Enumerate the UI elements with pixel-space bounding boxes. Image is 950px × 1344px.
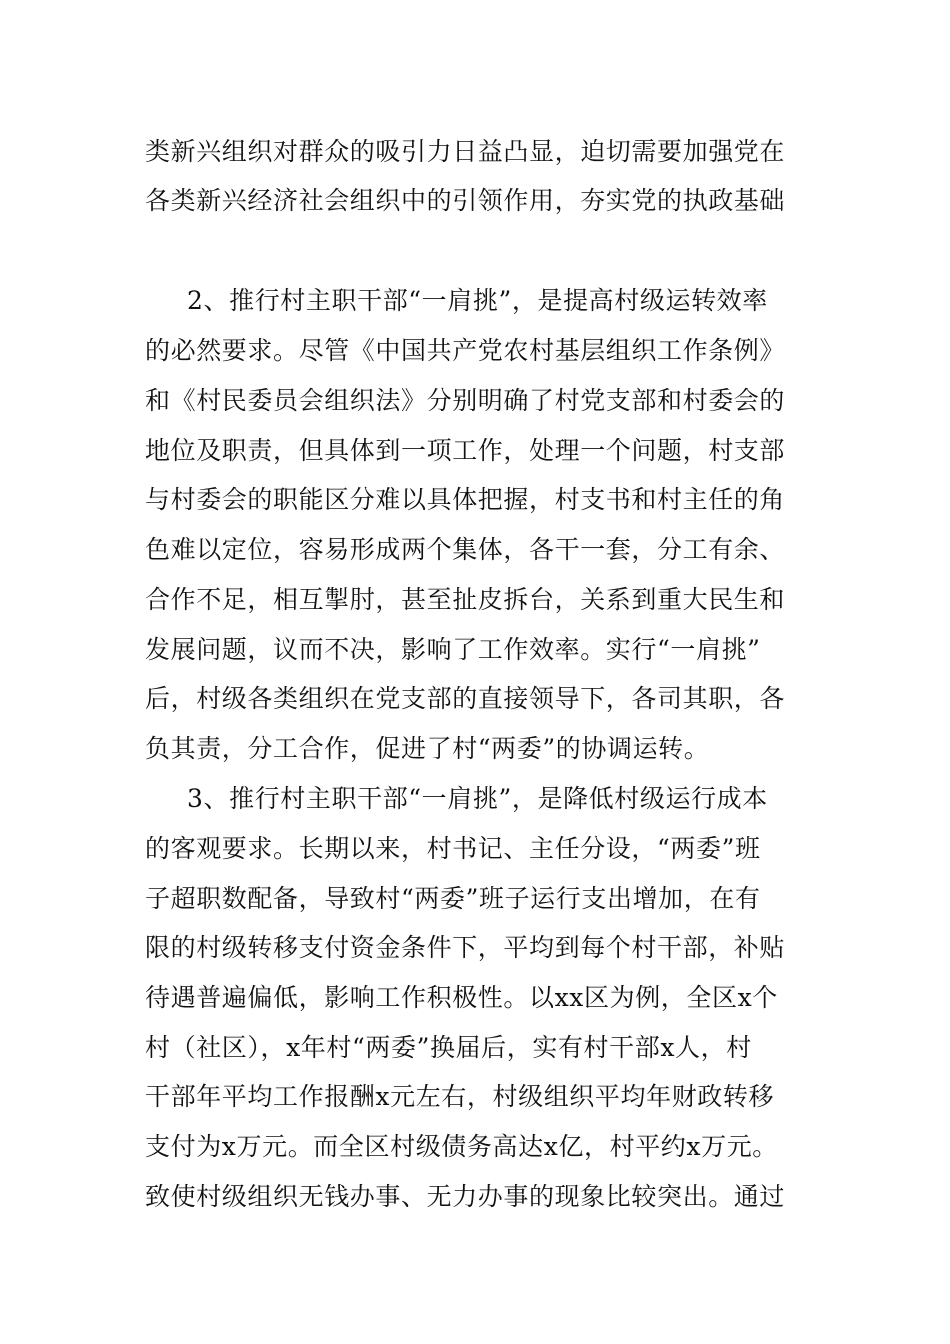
- paragraph-3-line-9: 致使村级组织无钱办事、无力办事的现象比较突出。通过: [145, 1182, 786, 1211]
- paragraph-2-line-7: 合作不足，相互掣肘，甚至扯皮拆台，关系到重大民生和: [145, 585, 786, 614]
- paragraph-2-line-4: 地位及职责，但具体到一项工作，处理一个问题，村支部: [145, 436, 786, 465]
- paragraph-3-line-1: 3、推行村主职干部“一肩挑”，是降低村级运行成本: [187, 784, 768, 813]
- paragraph-3-line-8: 支付为x万元。而全区村级债务高达x亿，村平约x万元。: [145, 1132, 778, 1161]
- paragraph-2-line-1: 2、推行村主职干部“一肩挑”，是提高村级运转效率: [187, 286, 768, 315]
- paragraph-3-line-7: 干部年平均工作报酬x元左右，村级组织平均年财政转移: [145, 1082, 775, 1111]
- paragraph-2-line-2: 的必然要求。尽管《中国共产党农村基层组织工作条例》: [145, 336, 786, 365]
- paragraph-2-line-5: 与村委会的职能区分难以具体把握，村支书和村主任的角: [145, 485, 786, 514]
- paragraph-2-line-9: 后，村级各类组织在党支部的直接领导下，各司其职，各: [145, 684, 786, 713]
- paragraph-2-line-3: 和《村民委员会组织法》分别明确了村党支部和村委会的: [145, 386, 786, 415]
- paragraph-3-line-2: 的客观要求。长期以来，村书记、主任分设，“两委”班: [145, 834, 761, 863]
- paragraph-2-line-8: 发展问题，议而不决，影响了工作效率。实行“一肩挑”: [145, 635, 761, 664]
- paragraph-2-line-6: 色难以定位，容易形成两个集体，各干一套，分工有余、: [145, 535, 786, 564]
- paragraph-1-line-1: 类新兴组织对群众的吸引力日益凸显，迫切需要加强党在: [145, 137, 786, 166]
- paragraph-2-line-10: 负其责，分工合作，促进了村“两委”的协调运转。: [145, 734, 710, 763]
- paragraph-1-line-2: 各类新兴经济社会组织中的引领作用，夯实党的执政基础: [145, 186, 786, 215]
- paragraph-3-line-4: 限的村级转移支付资金条件下，平均到每个村干部，补贴: [145, 933, 786, 962]
- paragraph-3-line-3: 子超职数配备，导致村“两委”班子运行支出增加，在有: [145, 884, 761, 913]
- paragraph-3-line-5: 待遇普遍偏低，影响工作积极性。以xx区为例，全区x个: [145, 983, 778, 1012]
- paragraph-3-line-6: 村（社区），x年村“两委”换届后，实有村干部x人，村: [145, 1033, 752, 1062]
